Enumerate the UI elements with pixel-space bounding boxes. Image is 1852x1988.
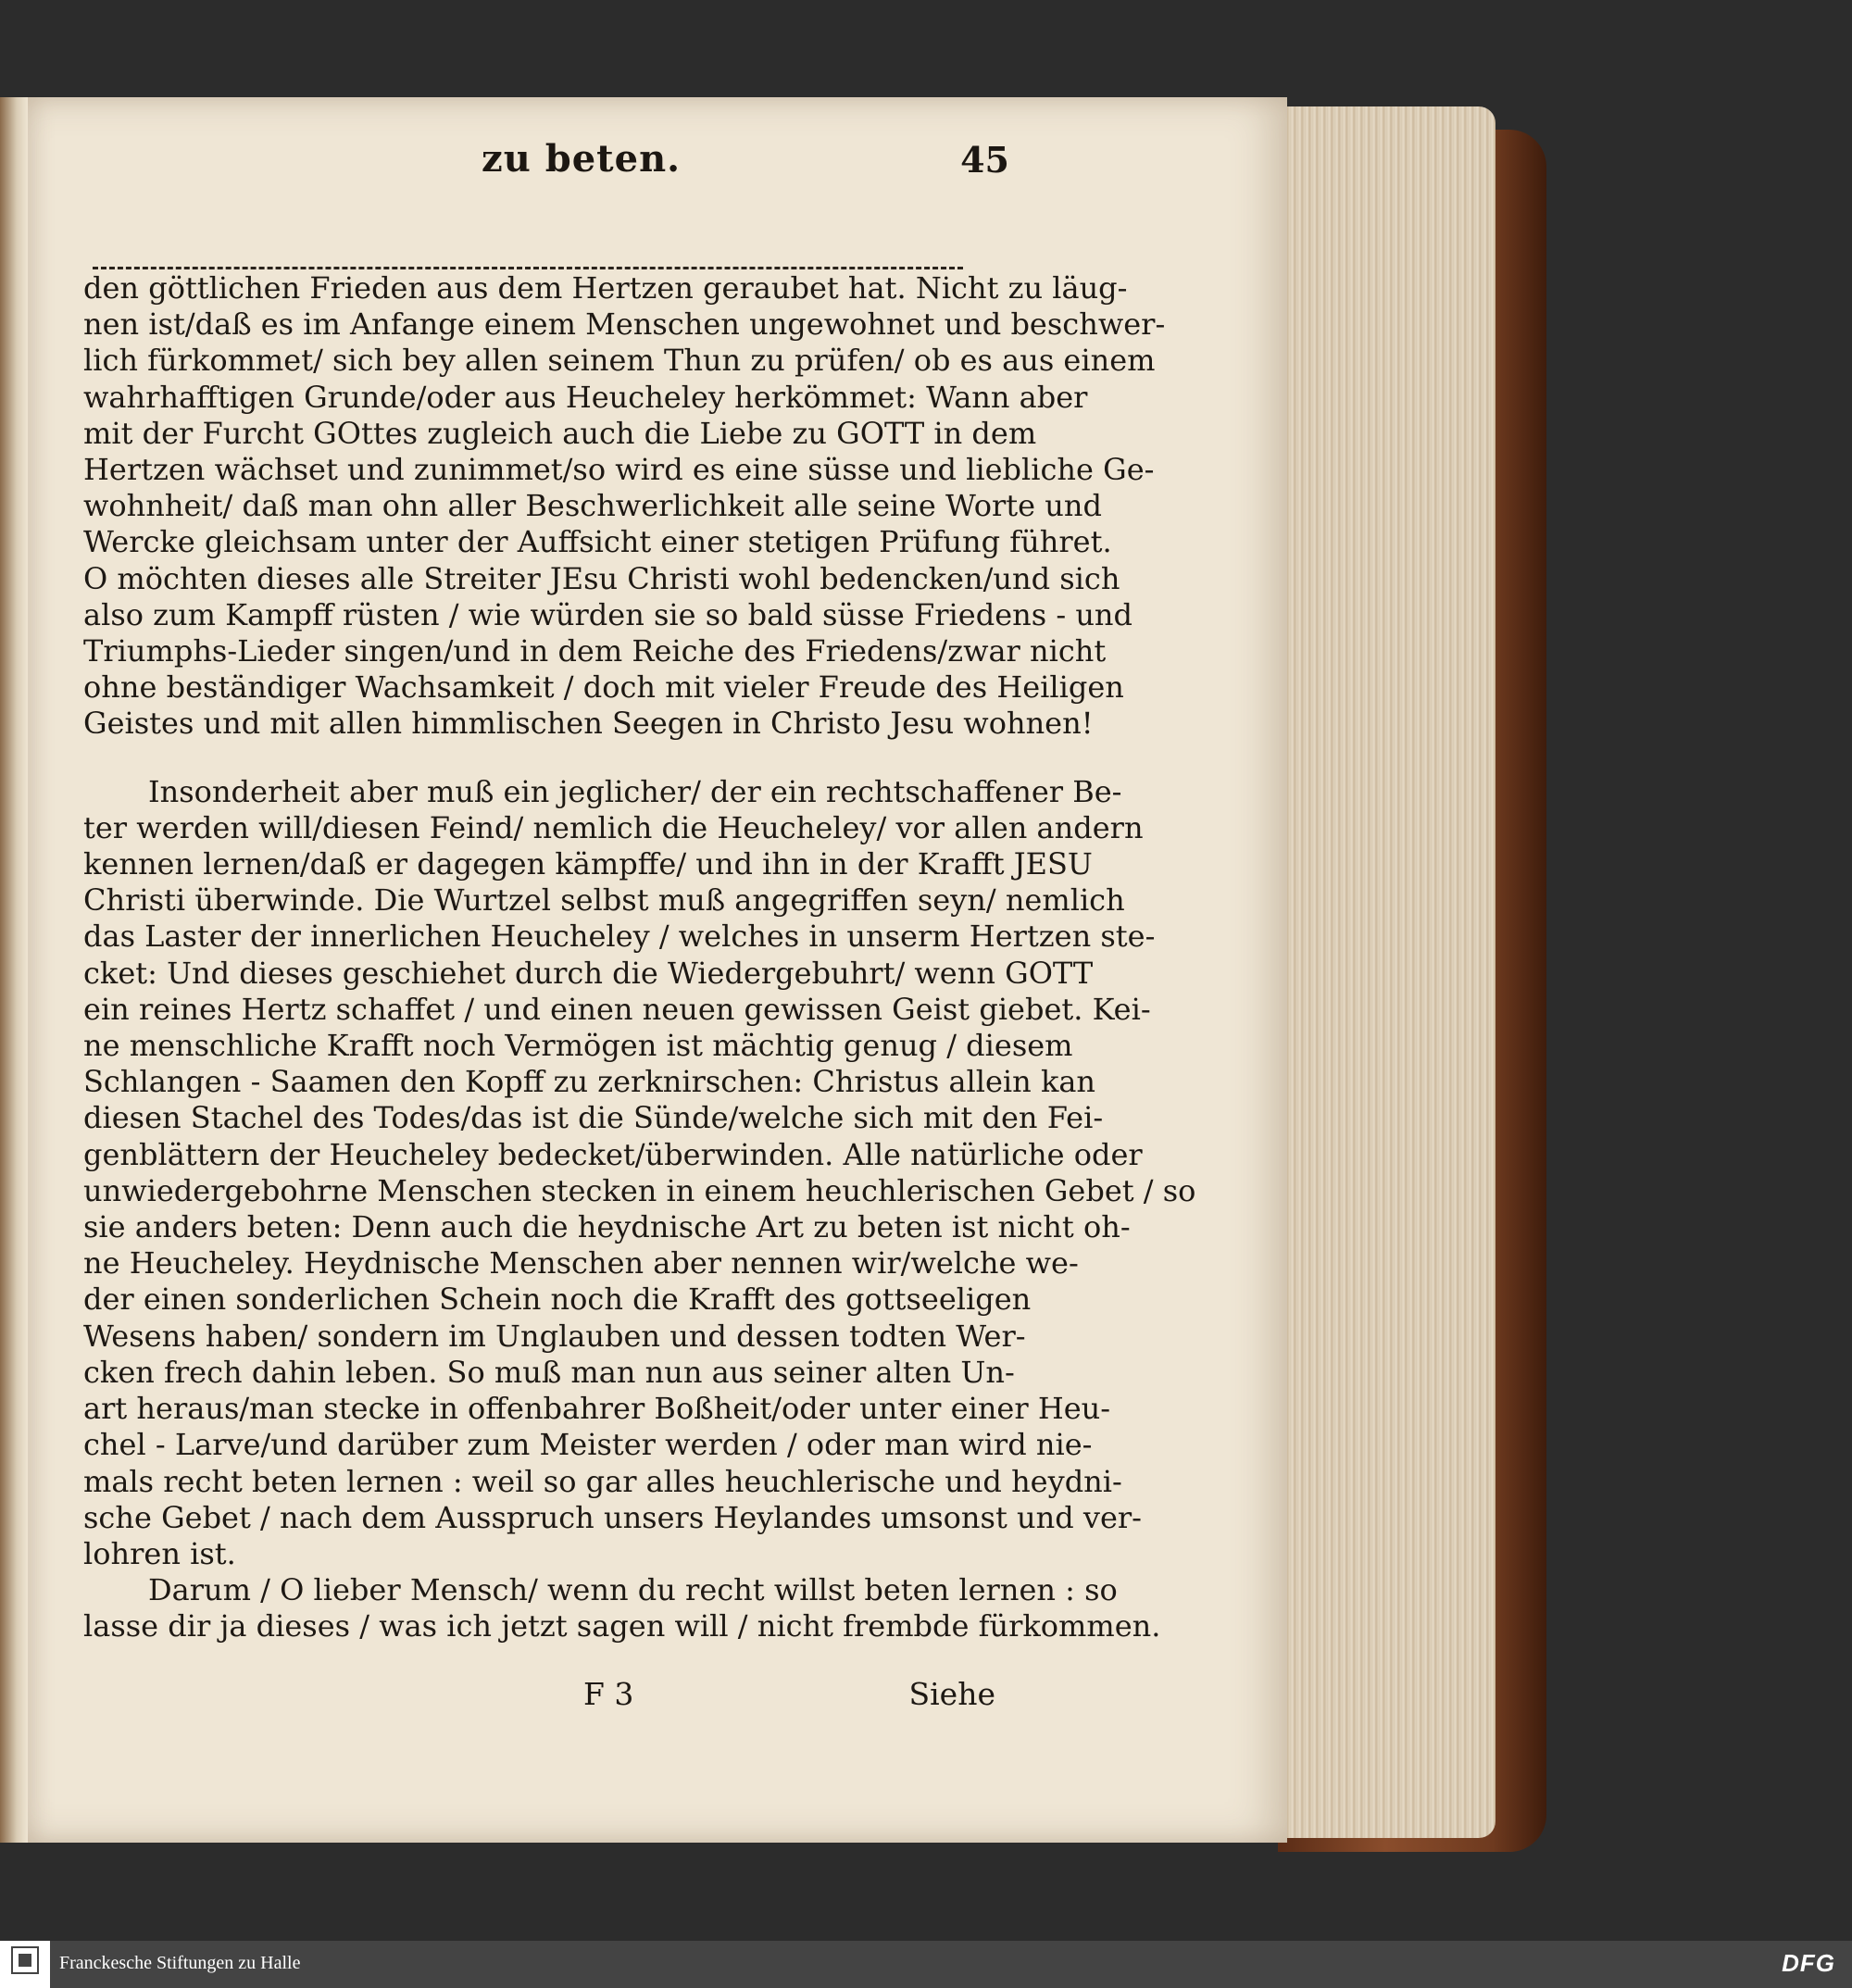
- text-line: sie anders beten: Denn auch die heydnische Art zu beten ist nicht oh-: [83, 1209, 1131, 1245]
- paragraph: [83, 773, 1196, 1572]
- page-edges: [1283, 106, 1495, 1838]
- paragraph: [83, 1572, 1161, 1644]
- text-line: Christi überwinde. Die Wurtzel selbst muß angegriffen seyn/ nemlich: [83, 882, 1125, 919]
- signature-mark: F 3: [583, 1676, 634, 1712]
- text-line: nen ist/daß es im Anfange einem Menschen ungewohnet und beschwer-: [83, 306, 1166, 343]
- text-line: genblättern der Heucheley bedecket/überwinden. Alle natürliche oder: [83, 1136, 1143, 1172]
- catchword: Siehe: [908, 1676, 995, 1712]
- text-line: sche Gebet / nach dem Ausspruch unsers Heylandes umsonst und ver-: [83, 1499, 1142, 1535]
- text-line: wohnheit/ daß man ohn aller Beschwerlichkeit alle seine Worte und: [83, 488, 1102, 524]
- text-line: ter werden will/diesen Feind/ nemlich die Heucheley/ vor allen andern: [83, 809, 1144, 845]
- text-line: chel - Larve/und darüber zum Meister werden / oder man wird nie-: [83, 1427, 1093, 1463]
- text-line: Schlangen - Saamen den Kopff zu zerknirschen: Christus allein kan: [83, 1064, 1096, 1100]
- text-line: kennen lernen/daß er dagegen kämpffe/ und ihn in der Krafft JESU: [83, 846, 1093, 882]
- viewer-footer: [0, 1941, 1852, 1988]
- text-line: lohren ist.: [83, 1535, 236, 1571]
- text-line: Hertzen wächset und zunimmet/so wird es eine süsse und liebliche Ge-: [83, 452, 1155, 488]
- text-line: wahrhafftigen Grunde/oder aus Heucheley herkömmet: Wann aber: [83, 379, 1088, 415]
- text-line: cket: Und dieses geschiehet durch die Wiedergebuhrt/ wenn GOTT: [83, 955, 1094, 991]
- institution-name[interactable]: Franckesche Stiftungen zu Halle: [59, 1953, 301, 1973]
- text-line: lasse dir ja dieses / was ich jetzt sagen will / nicht frembde fürkommen.: [83, 1608, 1161, 1644]
- text-line: ne Heucheley. Heydnische Menschen aber nennen wir/welche we-: [83, 1245, 1079, 1282]
- institution-logo[interactable]: [0, 1941, 50, 1988]
- text-line: ein reines Hertz schaffet / und einen neuen gewissen Geist giebet. Kei-: [83, 991, 1151, 1027]
- text-line: O möchten dieses alle Streiter JEsu Christi wohl bedencken/und sich: [83, 560, 1120, 596]
- page-number: 45: [960, 139, 1009, 181]
- text-line: lich fürkommet/ sich bey allen seinem Thun zu prüfen/ ob es aus einem: [83, 343, 1156, 379]
- text-line: mals recht beten lernen : weil so gar alles heuchlerische und heydni-: [83, 1463, 1122, 1499]
- dfg-logo[interactable]: DFG: [1782, 1949, 1835, 1977]
- facing-page-edge: [0, 97, 28, 1843]
- text-line: art heraus/man stecke in offenbahrer Boßheit/oder unter einer Heu-: [83, 1391, 1111, 1427]
- text-line: ohne beständiger Wachsamkeit / doch mit vieler Freude des Heiligen: [83, 669, 1124, 706]
- text-line: Wercke gleichsam unter der Auffsicht einer stetigen Prüfung führet.: [83, 524, 1112, 560]
- page-header: [83, 137, 1009, 183]
- text-line: ne menschliche Krafft noch Vermögen ist mächtig genug / diesem: [83, 1028, 1073, 1064]
- body-text: [83, 270, 1196, 1645]
- text-line: cken frech dahin leben. So muß man nun aus seiner alten Un-: [83, 1354, 1015, 1390]
- running-title: zu beten.: [482, 137, 682, 181]
- paragraph: [83, 270, 1166, 743]
- text-line: Darum / O lieber Mensch/ wenn du recht willst beten lernen : so: [148, 1572, 1118, 1608]
- page-foot: [83, 1676, 995, 1717]
- text-line: der einen sonderlichen Schein noch die Krafft des gottseeligen: [83, 1282, 1032, 1318]
- text-line: diesen Stachel des Todes/das ist die Sünde/welche sich mit den Fei-: [83, 1100, 1104, 1136]
- logo-mark-icon: [11, 1946, 39, 1974]
- text-line: den göttlichen Frieden aus dem Hertzen geraubet hat. Nicht zu läug-: [83, 270, 1128, 306]
- text-line: unwiedergebohrne Menschen stecken in einem heuchlerischen Gebet / so: [83, 1172, 1196, 1208]
- text-line: Triumphs-Lieder singen/und in dem Reiche des Friedens/zwar nicht: [83, 633, 1107, 669]
- text-line: Insonderheit aber muß ein jeglicher/ der ein rechtschaffener Be-: [148, 773, 1122, 809]
- text-line: Geistes und mit allen himmlischen Seegen in Christo Jesu wohnen!: [83, 706, 1094, 742]
- text-line: mit der Furcht GOttes zugleich auch die Liebe zu GOTT in dem: [83, 415, 1037, 451]
- text-line: das Laster der innerlichen Heucheley / welches in unserm Hertzen ste-: [83, 919, 1156, 955]
- text-line: Wesens haben/ sondern im Unglauben und dessen todten Wer-: [83, 1318, 1026, 1354]
- text-line: also zum Kampff rüsten / wie würden sie so bald süsse Friedens - und: [83, 596, 1133, 632]
